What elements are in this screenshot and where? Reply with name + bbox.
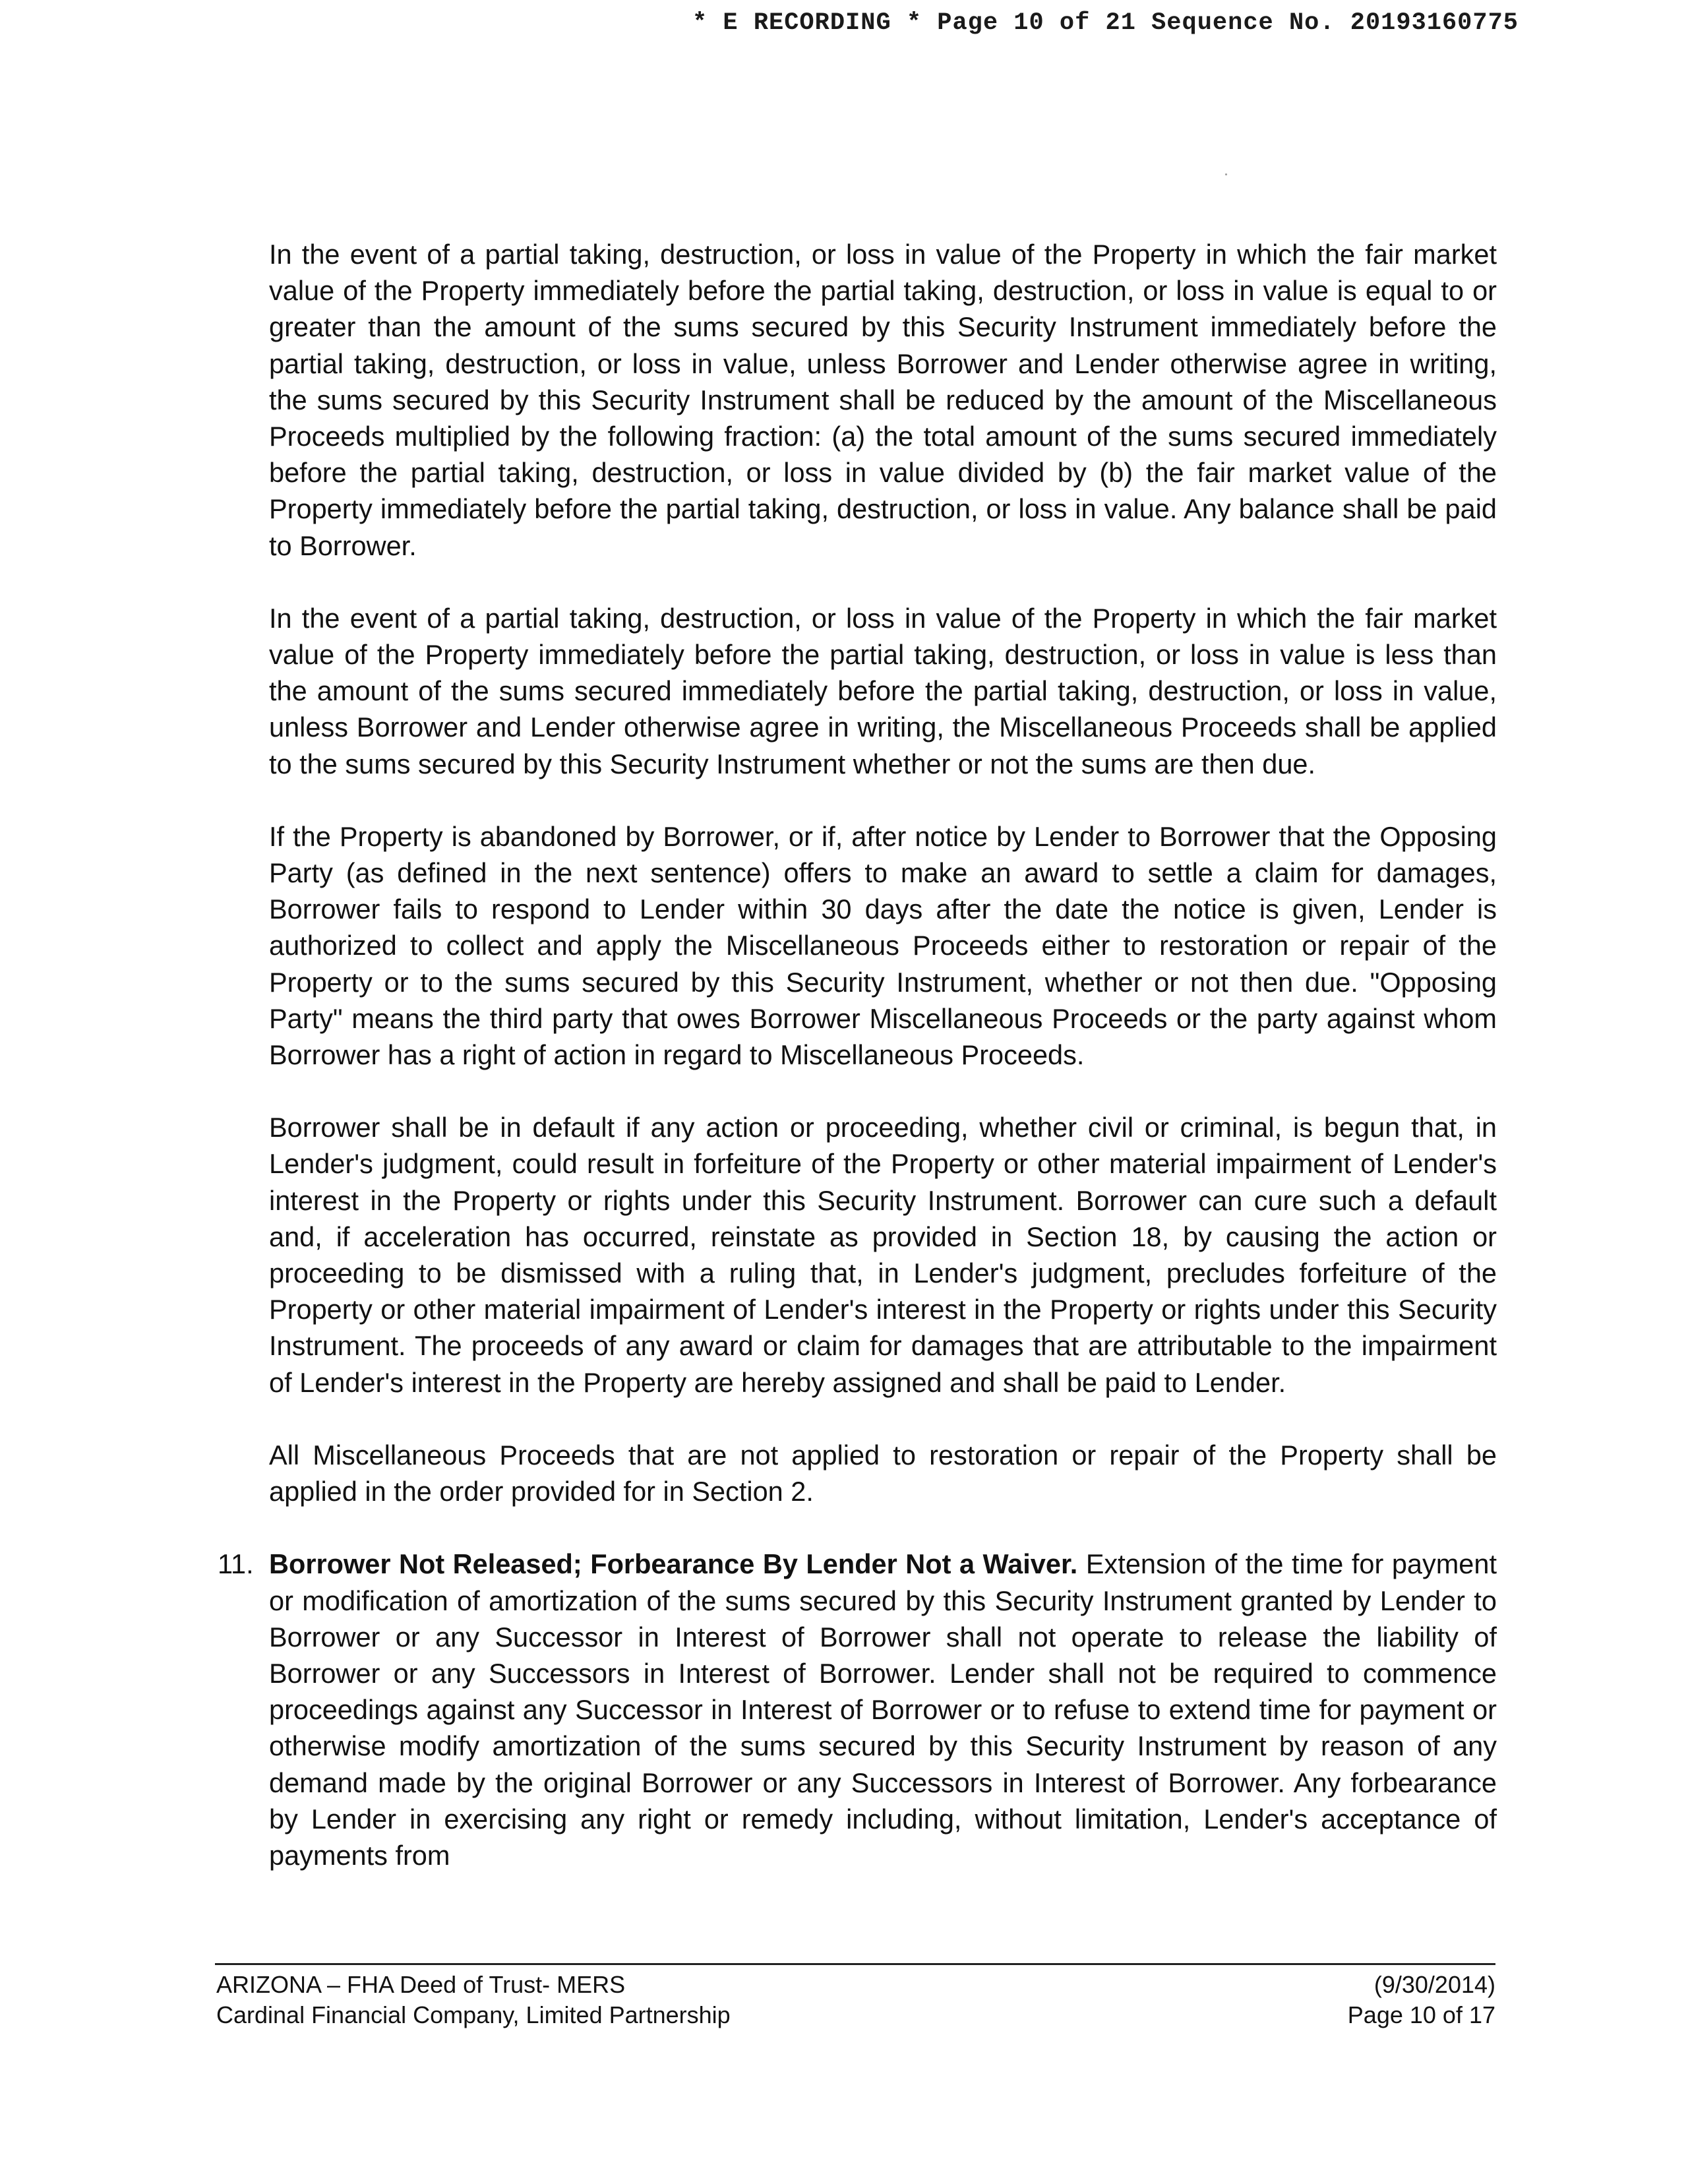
scan-speck bbox=[1225, 173, 1227, 175]
paragraph-applied-order: All Miscellaneous Proceeds that are not applied to restoration or repair of the Property shall be applied in the order provided for in Section 2. bbox=[269, 1439, 1497, 1507]
footer-right bbox=[1232, 1970, 1495, 2030]
section-11 bbox=[218, 1546, 1497, 1873]
footer-divider bbox=[215, 1963, 1495, 1965]
section-heading: Borrower Not Released; Forbearance By Lender Not a Waiver. bbox=[269, 1548, 1078, 1580]
paragraph-abandoned-property: If the Property is abandoned by Borrower, or if, after notice by Lender to Borrower that the Opposing Party (as defined in the next sentence) offers to make an award to settle a claim for damages, Borrower fails to respond to Lender within 30 days after the date the notice is given, Lender is authorized to collect and apply the Miscellaneous Proceeds either to restoration or repair of the Property or to the sums secured by this Security Instrument, whether or not then due. "Opposing Party" means the third party that owes Borrower Miscellaneous Proceeds or the party against whom Borrower has a right of action in regard to Miscellaneous Proceeds. bbox=[269, 820, 1497, 1071]
paragraph-default-action: Borrower shall be in default if any action or proceeding, whether civil or criminal, is begun that, in Lender's judgment, could result in forfeiture of the Property or other material impairment of Lender's interest in the Property or rights under this Security Instrument. Borrower can cure such a default and, if acceleration has occurred, reinstate as provided in Section 18, by causing the action or proceeding to be dismissed with a ruling that, in Lender's judgment, precludes forfeiture of the Property or other material impairment of Lender's interest in the Property or rights under this Security Instrument. The proceeds of any award or claim for damages that are attributable to the impairment of Lender's interest in the Property are hereby assigned and shall be paid to Lender. bbox=[269, 1112, 1497, 1398]
footer-left bbox=[216, 1970, 731, 2030]
company-name: Cardinal Financial Company, Limited Partnership bbox=[216, 2001, 731, 2028]
section-number: 11. bbox=[218, 1548, 254, 1580]
paragraph-partial-taking-equal: In the event of a partial taking, destruction, or loss in value of the Property in which the fair market value of the Property immediately before the partial taking, destruction, or loss in value is equal to or greater than the amount of the sums secured by this Security Instrument immediately before the partial taking, destruction, or loss in value, unless Borrower and Lender otherwise agree in writing, the sums secured by this Security Instrument shall be reduced by the amount of the Miscellaneous Proceeds multiplied by the following fraction: (a) the total amount of the sums secured immediately before the partial taking, destruction, or loss in value divided by (b) the fair market value of the Property immediately before the partial taking, destruction, or loss in value. Any balance shall be paid to Borrower. bbox=[269, 239, 1497, 561]
page-label: Page 10 of 17 bbox=[1347, 2001, 1495, 2028]
recording-stamp: * E RECORDING * Page 10 of 21 Sequence No. 20193160775 bbox=[692, 9, 1519, 37]
form-title: ARIZONA – FHA Deed of Trust- MERS bbox=[216, 1971, 626, 1998]
section-text: Extension of the time for payment or modification of amortization of the sums secured by this Security Instrument granted by Lender to Borrower or any Successor in Interest of Borrower shall not operate to release the liability of Borrower or any Successors in Interest of Borrower. Lender shall not be required to commence proceedings against any Successor in Interest of Borrower or to refuse to extend time for payment or otherwise modify amortization of the sums secured by this Security Instrument by reason of any demand made by the original Borrower or any Successors in Interest of Borrower. Any forbearance by Lender in exercising any right or remedy including, without limitation, Lender's acceptance of payments from bbox=[269, 1548, 1497, 1871]
form-date: (9/30/2014) bbox=[1373, 1971, 1495, 1998]
paragraph-partial-taking-less: In the event of a partial taking, destruction, or loss in value of the Property in which the fair market value of the Property immediately before the partial taking, destruction, or loss in value is less than the amount of the sums secured immediately before the partial taking, destruction, or loss in value, unless Borrower and Lender otherwise agree in writing, the Miscellaneous Proceeds shall be applied to the sums secured by this Security Instrument whether or not the sums are then due. bbox=[269, 602, 1497, 779]
document-body bbox=[218, 236, 1497, 1873]
